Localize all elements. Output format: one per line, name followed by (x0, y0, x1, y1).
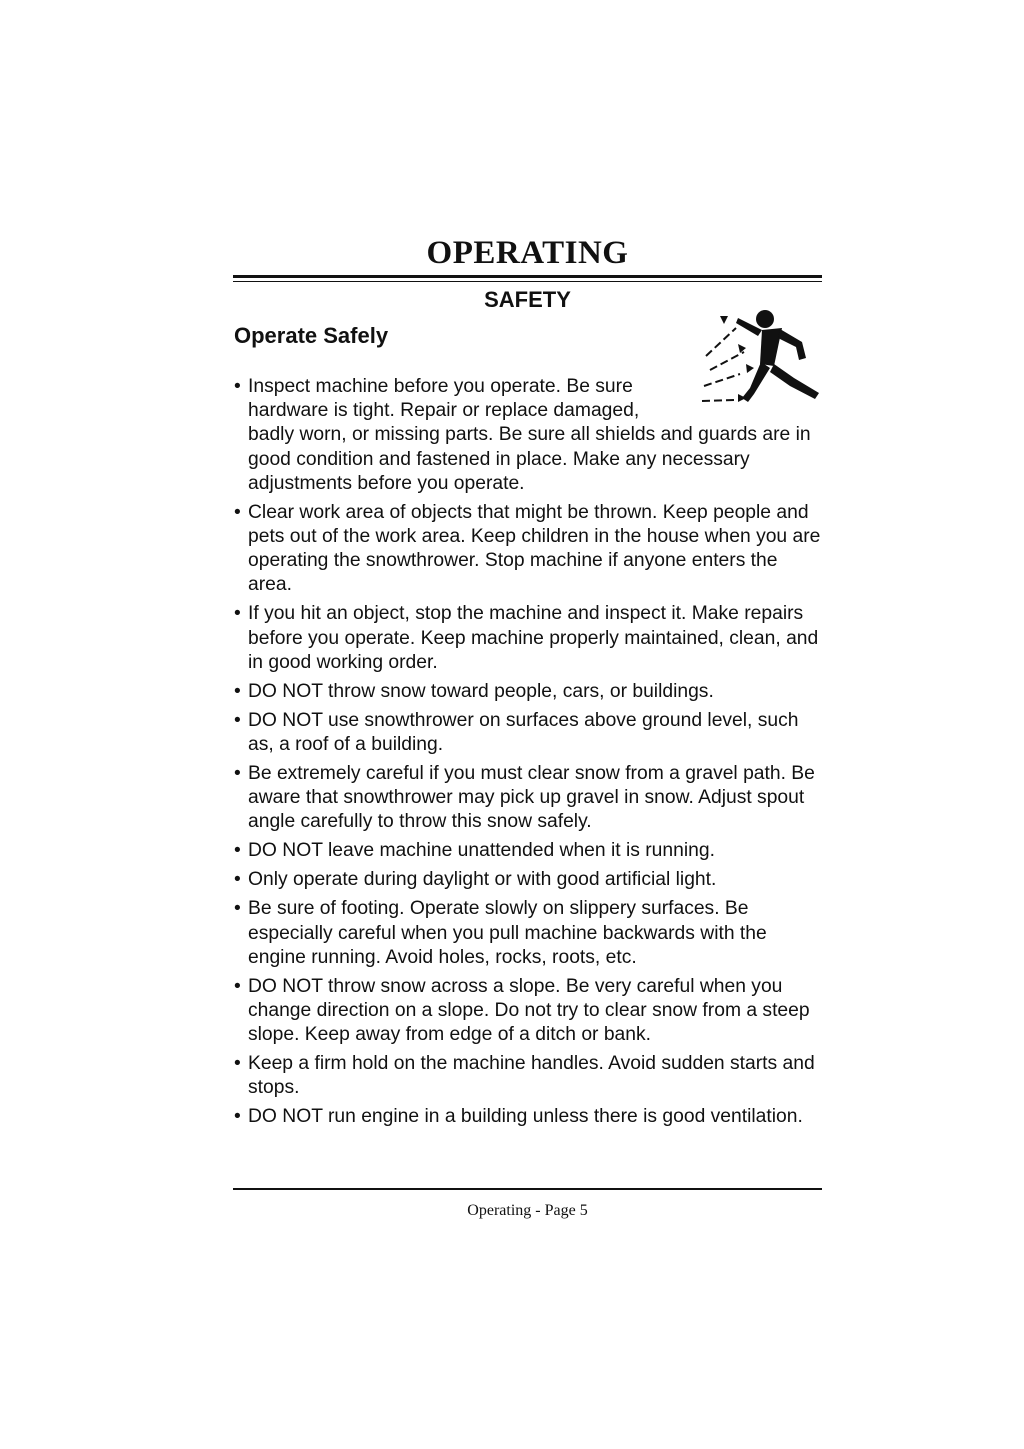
list-item-text: Inspect machine before you operate. Be sure hardware is tight. Repair or replace damaged, badly worn, or missing parts. Be sure all shields and guards are in good condition and fastened in place. Make any necessary adjustments before you operate. (248, 376, 811, 494)
list-item (234, 1105, 824, 1129)
list-item-text: DO NOT throw snow toward people, cars, or buildings. (248, 680, 714, 702)
bullet-marker: • (234, 869, 241, 891)
list-item-text: DO NOT throw snow across a slope. Be very careful when you change direction on a slope. Do not try to clear snow from a steep slope. Keep away from edge of a ditch or bank. (248, 975, 810, 1046)
list-item-text: DO NOT run engine in a building unless there is good ventilation. (248, 1106, 803, 1128)
list-item-text: Only operate during daylight or with good artificial light. (248, 869, 717, 891)
bullet-marker: • (234, 763, 241, 785)
list-item-text: Be sure of footing. Operate slowly on slippery surfaces. Be especially careful when you pull machine backwards with the engine running. Avoid holes, rocks, roots, etc. (248, 898, 767, 968)
bullet-marker: • (234, 680, 241, 702)
list-item (234, 897, 824, 970)
bullet-marker: • (234, 501, 241, 523)
page-footer: Operating - Page 5 (467, 1202, 588, 1219)
bullet-marker: • (234, 1106, 241, 1128)
title-rule-thin (233, 281, 822, 282)
bullet-marker: • (234, 898, 241, 920)
list-item (234, 975, 824, 1048)
list-item (234, 375, 824, 496)
bullet-marker: • (234, 603, 241, 625)
list-item-text: If you hit an object, stop the machine and inspect it. Make repairs before you operate. Keep machine properly maintained, clean, and in good working order. (248, 603, 819, 673)
bullet-marker: • (234, 1053, 241, 1075)
bullet-marker: • (234, 709, 241, 731)
list-item-text: Clear work area of objects that might be thrown. Keep people and pets out of the work area. Keep children in the house when you are operating the snowthrower. Stop machine if anyone enters the area. (248, 501, 821, 596)
sub-heading: Operate Safely (234, 323, 389, 348)
list-item-text: DO NOT leave machine unattended when it is running. (248, 840, 715, 862)
list-item-text: Be extremely careful if you must clear snow from a gravel path. Be aware that snowthrower may pick up gravel in snow. Adjust spout angle carefully to throw this snow safely. (248, 763, 815, 833)
list-item (234, 709, 824, 757)
list-item (234, 868, 824, 892)
list-item (234, 1052, 824, 1100)
bullet-marker: • (234, 975, 241, 997)
list-item (234, 602, 824, 675)
list-item (234, 680, 824, 704)
list-item (234, 839, 824, 863)
bullet-marker: • (234, 376, 241, 397)
page-title: OPERATING (426, 235, 629, 271)
section-title: SAFETY (484, 287, 571, 312)
title-rule-thick (233, 275, 822, 278)
safety-bullet-list (234, 375, 824, 1134)
bullet-marker: • (234, 840, 241, 862)
footer-rule (233, 1188, 822, 1190)
list-item-text: Keep a firm hold on the machine handles. Avoid sudden starts and stops. (248, 1053, 815, 1099)
list-item (234, 501, 824, 598)
list-item-text: DO NOT use snowthrower on surfaces above ground level, such as, a roof of a building. (248, 709, 799, 756)
list-item (234, 762, 824, 835)
